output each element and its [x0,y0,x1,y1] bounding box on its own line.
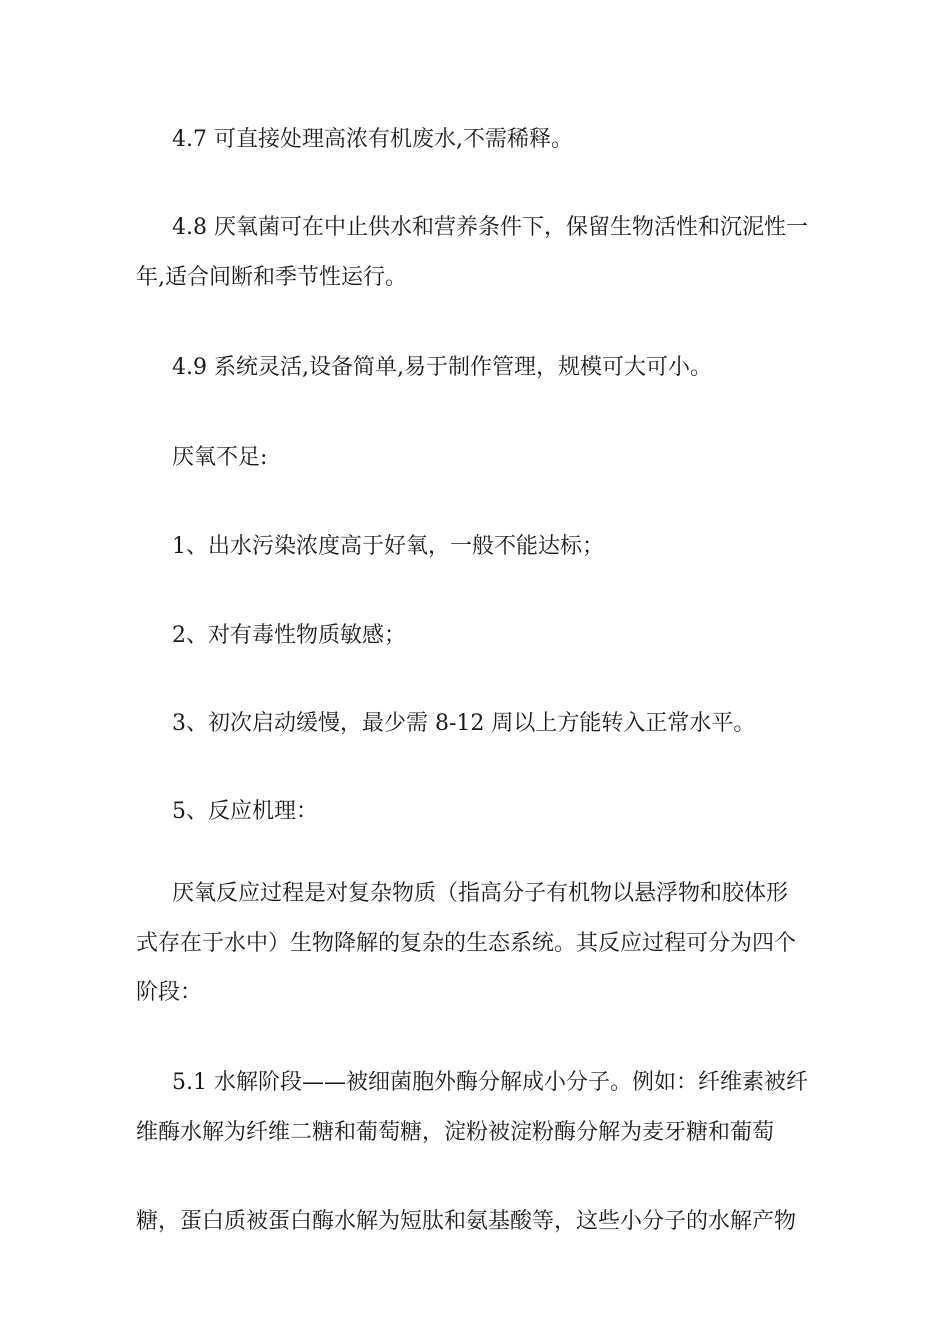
heading-reaction-mechanism: 5、反应机理： [172,799,318,824]
paragraph-5-1-line-1: 5.1 水解阶段——被细菌胞外酶分解成小分子。例如：纤维素被纤 [172,1070,808,1095]
paragraph-4-9: 4.9 系统灵活,设备简单,易于制作管理，规模可大可小。 [172,355,712,380]
heading-anaerobic-shortcomings: 厌氧不足: [172,445,268,470]
paragraph-5-1-line-2: 维酶水解为纤维二糖和葡萄糖，淀粉被淀粉酶分解为麦牙糖和葡萄 [136,1120,775,1145]
paragraph-5-1-line-3: 糖，蛋白质被蛋白酶水解为短肽和氨基酸等，这些小分子的水解产物 [136,1209,797,1234]
paragraph-mechanism-line-1: 厌氧反应过程是对复杂物质（指高分子有机物以悬浮物和胶体形 [172,881,789,906]
list-item-2: 2、对有毒性物质敏感； [172,623,406,648]
paragraph-mechanism-line-3: 阶段： [136,980,203,1005]
paragraph-4-8-line-2: 年,适合间断和季节性运行。 [136,265,407,290]
list-item-1: 1、出水污染浓度高于好氧，一般不能达标； [172,534,604,559]
paragraph-4-7: 4.7 可直接处理高浓有机废水,不需稀释。 [172,127,573,152]
paragraph-mechanism-line-2: 式存在于水中）生物降解的复杂的生态系统。其反应过程可分为四个 [136,931,797,956]
list-item-3: 3、初次启动缓慢，最少需 8-12 周以上方能转入正常水平。 [172,711,756,736]
paragraph-4-8-line-1: 4.8 厌氧菌可在中止供水和营养条件下，保留生物活性和沉泥性一 [172,215,808,240]
